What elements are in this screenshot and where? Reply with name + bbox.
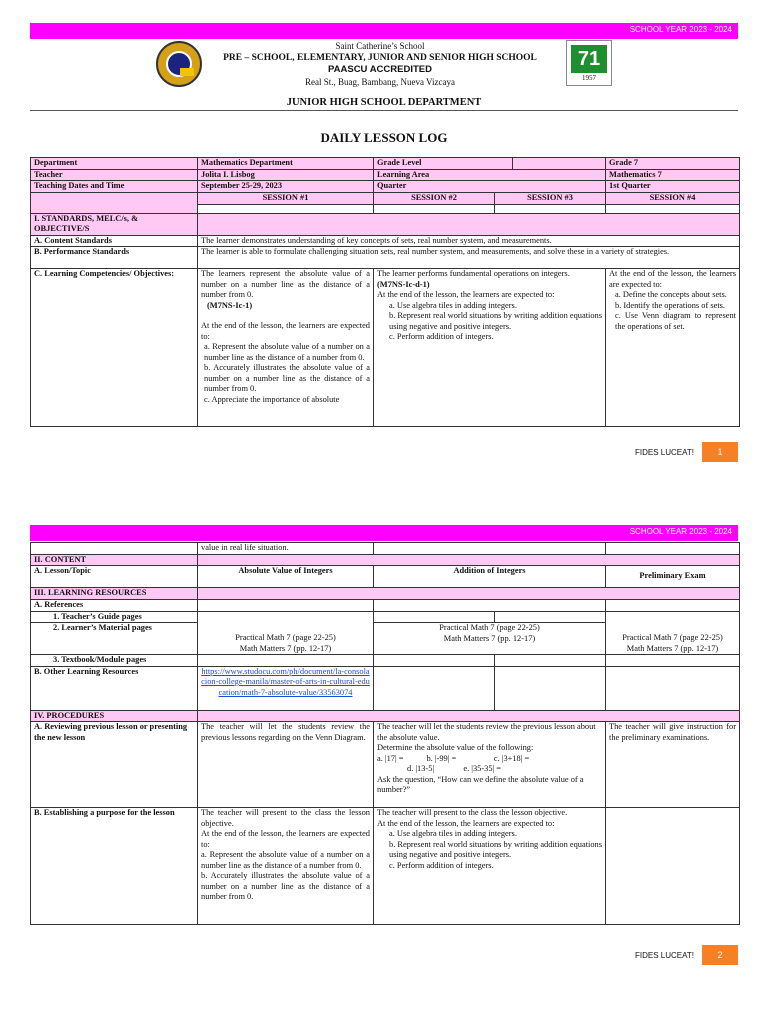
purpose-s1-item-a: a. Represent the absolute value of a number on a number line as the distance of a number from 0. [201,850,370,870]
review-s23-line4: d. |13-5| e. |35-35| = [407,764,502,773]
anniversary-number: 71 [571,45,607,73]
session-4-header: SESSION #4 [606,192,740,204]
teachers-guide-label: 1. Teacher’s Guide pages [31,611,198,623]
grade-label: Grade Level [374,158,513,169]
school-year-band [30,23,738,39]
review-s4: The teacher will give instruction for the preliminary examinations. [606,722,740,808]
lm-s4-line2: Math Matters 7 (pp. 12-17) [626,643,719,653]
quarter-label: Quarter [374,181,606,193]
purpose-s23-line2: At the end of the lesson, the learners are expected to: [377,818,555,828]
s1-item-b: b. Accurately illustrates the absolute value of a number on a number line as the distance of a number from 0. [204,363,370,393]
purpose-label: B. Establishing a purpose for the lesson [31,808,198,925]
s23-item-c: c. Perform addition of integers. [389,332,494,341]
anniversary-logo [566,40,612,86]
lesson-topic-s1: Absolute Value of Integers [198,566,374,588]
s23-item-a: a. Use algebra tiles in adding integers. [389,300,517,310]
performance-standards-text: The learner is able to formulate challenging situation sets, real number system, and measurements, and solve these in a variety of strategies. [198,247,740,269]
school-year-text: SCHOOL YEAR 2023 - 2024 [629,25,732,34]
other-resources-label: B. Other Learning Resources [31,666,198,710]
purpose-s23 [374,808,606,925]
purpose-s23-item-b: b. Represent real world situations by writing addition equations using negative and positive integers. [389,839,602,859]
session-3-header: SESSION #3 [495,192,606,204]
lm-s23-line2: Math Matters 7 (pp. 12-17) [443,633,536,643]
purpose-s23-item-c: c. Perform addition of integers. [389,860,494,870]
s4-item-a: a. Define the concepts about sets. [615,290,727,299]
page2-footer [538,945,738,965]
review-s23-line5: Ask the question, “How can we define the absolute value of a number?” [377,774,584,794]
review-s23 [374,722,606,808]
lesson-topic-s4: Preliminary Exam [606,566,740,588]
competencies-label: C. Learning Competencies/ Objectives: [31,269,198,427]
textbook-label: 3. Textbook/Module pages [31,655,198,667]
page1-footer [538,442,738,462]
session-1-header: SESSION #1 [198,192,374,204]
s1-expected: At the end of the lesson, the learners are expected to: [201,321,370,341]
lesson-topic-label: A. Lesson/Topic [31,566,198,588]
s23-intro: The learner performs fundamental operations on integers. [377,269,570,278]
school-year-band-2 [30,525,738,541]
area-value: Mathematics 7 [606,169,740,181]
school-address: Real St., Buag, Bambang, Nueva Vizcaya [304,77,455,87]
teacher-label: Teacher [31,169,198,181]
purpose-s1-line2: At the end of the lesson, the learners are expected to: [201,829,370,849]
lesson-log-table-page1 [30,157,740,427]
s1-code: (M7NS-Ic-1) [207,300,253,310]
lm-s1 [198,611,374,655]
purpose-s1-item-b: b. Accurately illustrates the absolute value of a number on a number line as the distance of a number from 0. [201,871,370,901]
purpose-s23-item-a: a. Use algebra tiles in adding integers. [389,829,517,838]
school-seal-logo [156,41,202,87]
procedures-heading: IV. PROCEDURES [31,710,198,722]
references-label: A. References [31,600,198,612]
accreditation: PAASCU ACCREDITED [328,64,432,75]
lesson-topic-s23: Addition of Integers [374,566,606,588]
session-1-objectives [198,269,374,427]
content-standards-label: A. Content Standards [31,235,198,247]
purpose-s1 [198,808,374,925]
lm-s4 [606,611,740,655]
grade-value: Grade 7 [606,158,740,170]
department-label: Department [31,158,198,170]
standards-heading: I. STANDARDS, MELC/s, & OBJECTIVE/S [31,213,198,235]
school-levels: PRE – SCHOOL, ELEMENTARY, JUNIOR AND SENIOR HIGH SCHOOL [223,53,537,63]
school-header [30,40,738,90]
content-heading: II. CONTENT [31,554,198,566]
review-label: A. Reviewing previous lesson or presenting the new lesson [31,722,198,808]
dates-label: Teaching Dates and Time [31,181,198,193]
teacher-value: Jolita I. Lisbog [198,169,374,181]
document-title: DAILY LESSON LOG [320,130,448,145]
purpose-s1-line1: The teacher will present to the class the lesson objective. [201,808,370,828]
s1-item-c: c. Appreciate the importance of absolute [204,394,340,404]
lm-s1-line1: Practical Math 7 (page 22-25) [235,633,336,642]
school-year-text-2: SCHOOL YEAR 2023 - 2024 [629,527,732,536]
review-s1: The teacher will let the students review the previous lessons regarding on the Venn Diagram. [198,722,374,808]
session-23-objectives [374,269,606,427]
content-standards-text: The learner demonstrates understanding of key concepts of sets, real number system, and measurements. [198,235,740,247]
lm-s23 [374,623,606,655]
review-s23-line1: The teacher will let the students review the previous lesson about the absolute value. [377,722,596,742]
s23-item-b: b. Represent real world situations by writing addition equations using negative and positive integers. [389,311,602,331]
page-number-2: 2 [702,945,738,965]
quarter-value: 1st Quarter [606,181,740,193]
s1-item-a: a. Represent the absolute value of a number on a number line as the distance of a number from 0. [204,342,370,362]
review-s23-line3: a. |17| = b. |-99| = c. |3+18| = [377,753,530,763]
department-title: JUNIOR HIGH SCHOOL DEPARTMENT [286,97,482,108]
resources-heading: III. LEARNING RESOURCES [31,588,198,600]
lm-s23-line1: Practical Math 7 (page 22-25) [439,623,540,632]
department-value: Mathematics Department [198,158,374,170]
header-divider [30,110,738,111]
performance-standards-label: B. Performance Standards [31,247,198,269]
session-4-objectives [606,269,740,427]
dates-value: September 25-29, 2023 [198,181,374,193]
learners-material-label: 2. Learner’s Material pages [31,623,198,655]
header-text [210,40,550,88]
s4-item-c: c. Use Venn diagram to represent the operations of set. [615,311,736,331]
s23-expected: At the end of the lesson, the learners are expected to: [377,290,555,299]
s4-item-b: b. Identify the operations of sets. [615,300,726,310]
lesson-log-table-page2 [30,542,740,925]
area-label: Learning Area [374,169,606,181]
motto-2: FIDES LUCEAT! [635,951,694,960]
page-number: 1 [702,442,738,462]
s1-intro: The learners represent the absolute value of a number on a number line as the distance of a number from 0. [201,269,370,299]
session-2-header: SESSION #2 [374,192,495,204]
motto: FIDES LUCEAT! [635,448,694,457]
resource-link[interactable]: https://www.studocu.com/ph/document/la-consolacion-college-manila/master-of-arts-in-cultural-education/math-7-absolute-value/33563074 [201,666,370,697]
school-name: Saint Catherine’s School [335,41,425,51]
s4-intro: At the end of the lesson, the learners are expected to: [609,269,736,289]
lm-s1-line2: Math Matters 7 (pp. 12-17) [239,643,332,653]
anniversary-year: 1957 [582,74,596,82]
purpose-s23-line1: The teacher will present to the class the lesson objective. [377,808,568,817]
continued-text: value in real life situation. [198,543,374,555]
review-s23-line2: Determine the absolute value of the following: [377,743,534,752]
s23-code: (M7NS-Ic-d-1) [377,279,430,289]
lm-s4-line1: Practical Math 7 (page 22-25) [622,633,723,642]
